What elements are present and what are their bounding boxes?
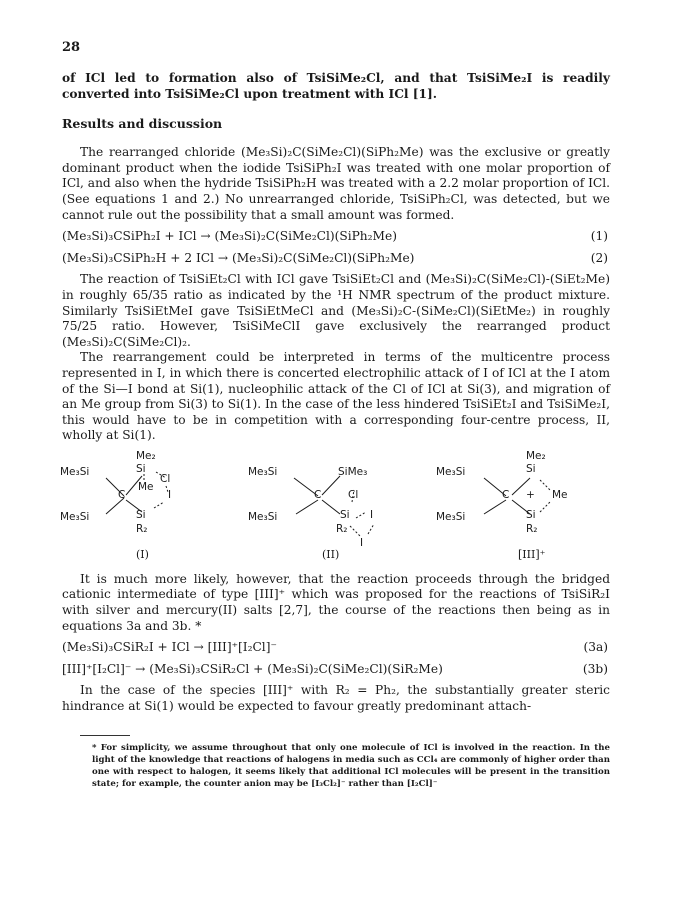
paragraph-4: It is much more likely, however, that the reaction proceeds through the bridged cationic intermediate of type [III]⁺ which was proposed for the reactions of TsiSiR₂I with silver and mercury(II) salts [2,7], the course of the reactions then being as in equations 3a and 3b. *	[62, 571, 610, 633]
fig1-i: I	[168, 488, 172, 501]
fig2-r2: R₂	[336, 522, 348, 535]
fig1-me: Me	[138, 480, 154, 493]
fig2-i: I	[370, 508, 374, 521]
footnote: * For simplicity, we assume throughout that only one molecule of ICl is involved in the reaction. In the light of the knowledge that reactions of halogens in media such as CCl₄ are commonly of higher order than one with respect to halogen, it seems likely that additional ICl molecules will be present in the transition state; for example, the counter anion may be [I₃Cl₂]⁻ rather than [I₂Cl]⁻	[92, 742, 610, 789]
structure-I	[106, 472, 171, 514]
intro-paragraph: of ICl led to formation also of TsiSiMe₂Cl, and that TsiSiMe₂I is readily converted into TsiSiMe₂Cl upon treatment with ICl [1].	[62, 71, 610, 101]
fig1-cl: Cl	[160, 472, 171, 485]
fig3-si-top: Si	[526, 462, 536, 475]
fig1-si-bottom: Si	[136, 508, 146, 521]
fig1-me2: Me₂	[136, 449, 156, 462]
structure-figures	[62, 450, 610, 568]
fig2-sime3: SiMe₃	[338, 465, 368, 478]
fig3-me3si-bottom: Me₃Si	[436, 510, 466, 523]
fig3-c: C	[502, 488, 510, 501]
paragraph-1: The rearranged chloride (Me₃Si)₂C(SiMe₂Cl)(SiPh₂Me) was the exclusive or greatly dominant product when the iodide TsiSiPh₂I was treated with one molar proportion of ICl, and also when the hydride TsiSiPh₂H was treated with a 2.2 molar proportion of ICl. (See equations 1 and 2.) No unrearranged chloride, TsiSiPh₂Cl, was detected, but we cannot rule out the possibility that a small amount was formed.	[62, 145, 610, 222]
section-heading: Results and discussion	[62, 116, 223, 132]
fig2-me3si-top: Me₃Si	[248, 465, 278, 478]
paragraph-5: In the case of the species [III]⁺ with R₂ = Ph₂, the substantially greater steric hindrance at Si(1) would be expected to favour greatly predominant attach-	[62, 683, 610, 714]
fig1-label: (I)	[136, 547, 149, 561]
fig1-me3si-top: Me₃Si	[60, 465, 90, 478]
fig3-r2: R₂	[526, 522, 538, 535]
paper-page	[62, 40, 610, 790]
equation-1	[62, 229, 610, 245]
equation-3b-number: (3b)	[582, 661, 608, 676]
equation-2-text: (Me₃Si)₃CSiPh₂H + 2 ICl → (Me₃Si)₂C(SiMe₂Cl)(SiPh₂Me)	[62, 250, 415, 265]
equation-1-number: (1)	[590, 229, 608, 244]
fig2-c: C	[314, 488, 322, 501]
paragraph-3: The rearrangement could be interpreted in terms of the multicentre process represented in I, in which there is concerted electrophilic attack of I of ICl at the I atom of the Si—I bond at Si(1), nucleophilic attack of the Cl of ICl at Si(3), and migration of an Me group from Si(3) to Si(1). In the case of the less hindered TsiSiEt₂I and TsiSiMe₂I, this would have to be in competition with a corresponding four-centre process, II, wholly at Si(1).	[62, 350, 610, 443]
structure-III	[484, 478, 550, 514]
structure-II	[294, 476, 374, 536]
fig3-label: [III]⁺	[518, 547, 546, 561]
structure-drawings	[56, 450, 616, 568]
fig1-me3si-bottom: Me₃Si	[60, 510, 90, 523]
fig3-me2: Me₂	[526, 449, 546, 462]
fig2-cl: Cl	[348, 488, 359, 501]
equation-1-text: (Me₃Si)₃CSiPh₂I + ICl → (Me₃Si)₂C(SiMe₂Cl)(SiPh₂Me)	[62, 229, 397, 244]
fig2-me3si-bottom: Me₃Si	[248, 510, 278, 523]
fig3-me3si-top: Me₃Si	[436, 465, 466, 478]
equation-3a-text: (Me₃Si)₃CSiR₂I + ICl → [III]⁺[I₂Cl]⁻	[62, 640, 277, 655]
fig1-c: C	[118, 488, 126, 501]
fig1-r2: R₂	[136, 522, 148, 535]
fig3-si-bottom: Si	[526, 508, 536, 521]
fig2-si: Si	[340, 508, 350, 521]
equation-2-number: (2)	[590, 250, 608, 265]
page-number: 28	[62, 40, 81, 55]
equation-3b-text: [III]⁺[I₂Cl]⁻ → (Me₃Si)₃CSiR₂Cl + (Me₃Si)₂C(SiMe₂Cl)(SiR₂Me)	[62, 661, 443, 676]
equation-3b	[62, 662, 610, 678]
fig2-i-bottom: I	[360, 536, 364, 549]
fig3-me: Me	[552, 488, 568, 501]
equation-2	[62, 251, 610, 267]
footnote-divider	[80, 735, 130, 736]
equation-3a	[62, 640, 610, 656]
fig3-plus: +	[526, 488, 535, 501]
paragraph-2: The reaction of TsiSiEt₂Cl with ICl gave TsiSiEt₂Cl and (Me₃Si)₂C(SiMe₂Cl)-(SiEt₂Me) in roughly 65/35 ratio as indicated by the ¹H NMR spectrum of the product mixture. Similarly TsiSiEtMeI gave TsiSiEtMeCl and (Me₃Si)₂C-(SiMe₂Cl)(SiEtMe₂) in roughly 75/25 ratio. However, TsiSiMeClI gave exclusively the rearranged product (Me₃Si)₂C(SiMe₂Cl)₂.	[62, 272, 610, 349]
fig2-label: (II)	[322, 547, 340, 561]
fig1-si-top: Si	[136, 462, 146, 475]
equation-3a-number: (3a)	[583, 640, 608, 655]
